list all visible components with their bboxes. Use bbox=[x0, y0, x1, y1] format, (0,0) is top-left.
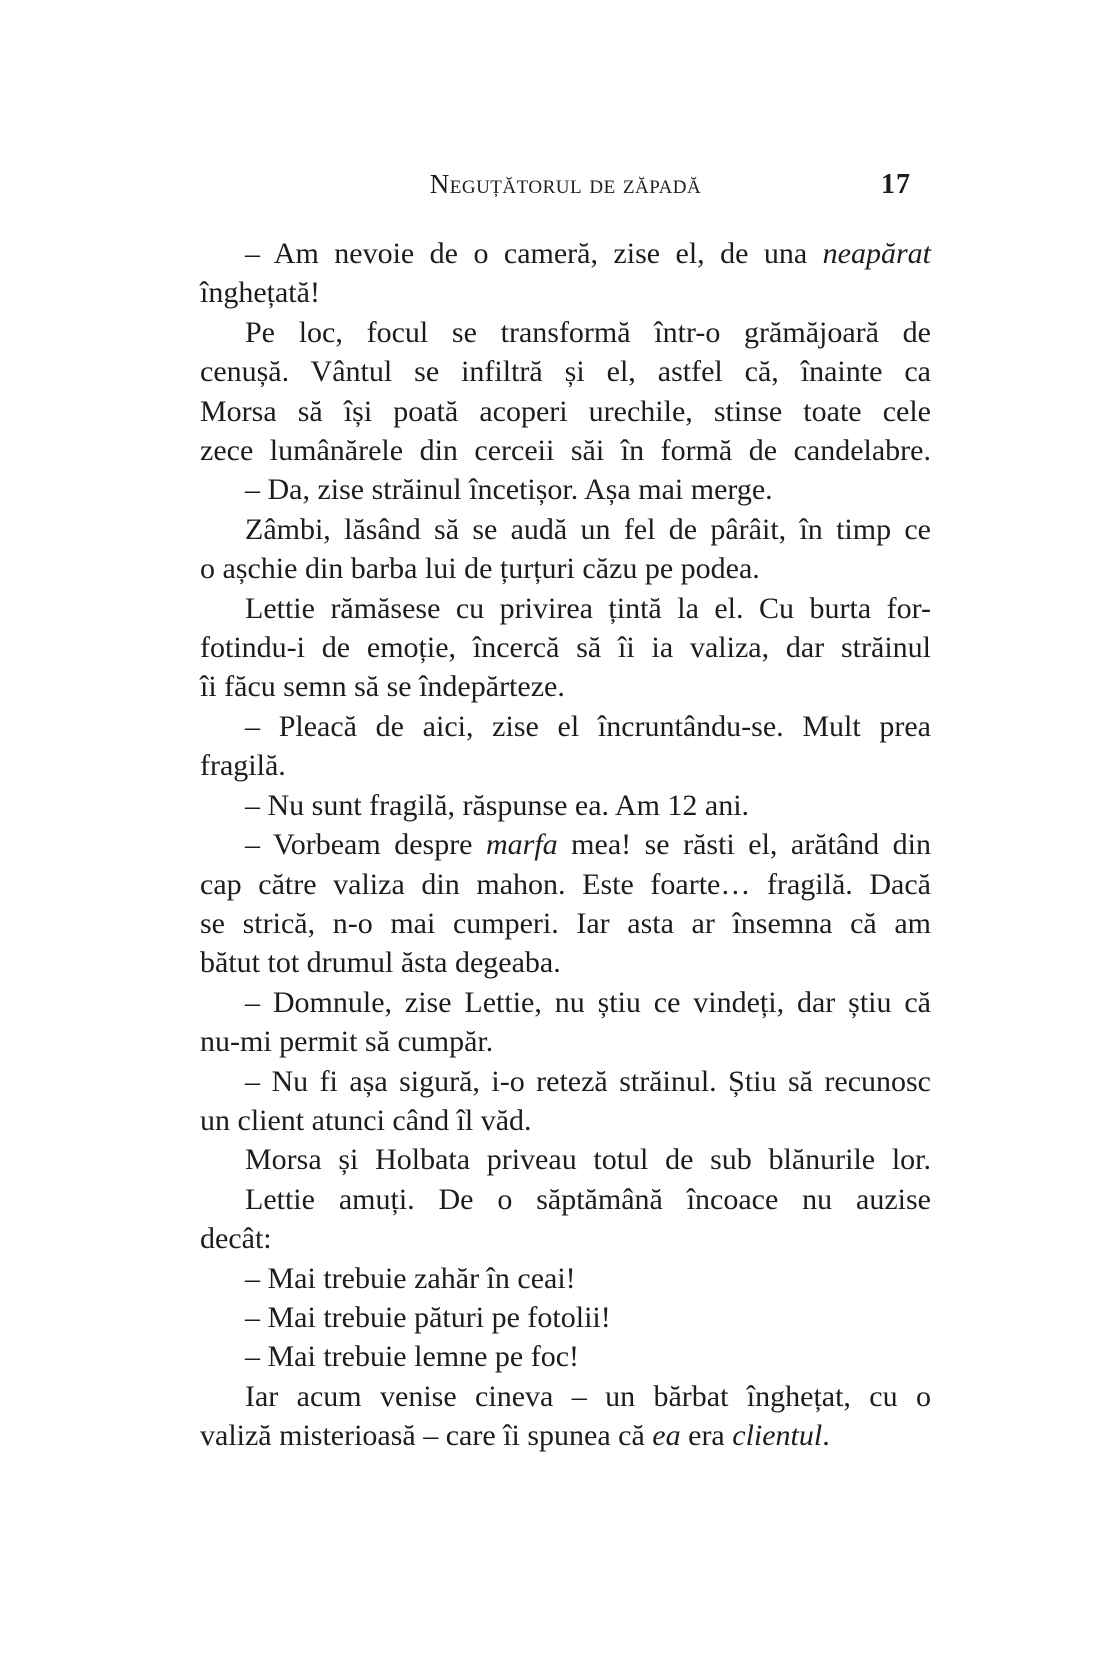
text-line bbox=[200, 1140, 931, 1179]
italic-text-segment: neapărat bbox=[822, 237, 931, 270]
text-segment: – Da, zise străinul încetișor. Așa mai merge. bbox=[245, 473, 773, 507]
text-segment: . bbox=[822, 1419, 830, 1453]
text-segment: Iar acum venise cineva – un bărbat înghețat, cu o bbox=[245, 1379, 931, 1413]
italic-text-segment: clientul bbox=[732, 1419, 823, 1453]
text-segment: – Mai trebuie lemne pe foc! bbox=[245, 1340, 580, 1374]
text-line bbox=[200, 1337, 931, 1376]
text-line bbox=[200, 983, 931, 1022]
text-line bbox=[200, 352, 931, 391]
text-line bbox=[200, 904, 931, 943]
text-segment: se strică, n-o mai cumperi. Iar asta ar însemna că am bbox=[200, 906, 931, 940]
text-segment: Zâmbi, lăsând să se audă un fel de pârâit, în timp ce bbox=[245, 512, 931, 546]
text-segment: Lettie rămăsese cu privirea țintă la el. Cu burta for- bbox=[245, 591, 931, 625]
text-segment: Lettie amuți. De o săptămână încoace nu auzise bbox=[245, 1182, 931, 1216]
text-line bbox=[200, 667, 931, 706]
text-segment: – Mai trebuie zahăr în ceai! bbox=[245, 1261, 576, 1295]
text-segment: – Vorbeam despre bbox=[245, 828, 486, 862]
text-line bbox=[200, 470, 931, 509]
text-segment: era bbox=[680, 1419, 733, 1453]
text-segment: – Mai trebuie pături pe fotolii! bbox=[245, 1300, 611, 1334]
text-line bbox=[200, 1416, 931, 1455]
text-segment: mea! se răsti el, arătând din bbox=[557, 828, 931, 862]
text-segment: – Am nevoie de o cameră, zise el, de una bbox=[245, 237, 823, 270]
text-line bbox=[200, 865, 931, 904]
text-segment: – Nu sunt fragilă, răspunse ea. Am 12 ani. bbox=[245, 788, 750, 822]
text-line bbox=[200, 431, 931, 470]
text-line bbox=[200, 1062, 931, 1101]
text-segment: nu-mi permit să cumpăr. bbox=[200, 1025, 494, 1059]
text-segment: un client atunci când îl văd. bbox=[200, 1103, 532, 1137]
text-segment: Morsa să își poată acoperi urechile, stinse toate cele bbox=[200, 394, 931, 428]
text-segment: decât: bbox=[200, 1222, 272, 1256]
text-line bbox=[200, 825, 931, 864]
text-line bbox=[200, 746, 931, 785]
text-line bbox=[200, 589, 931, 628]
text-segment: cenușă. Vântul se infiltră și el, astfel că, înainte ca bbox=[200, 355, 931, 389]
text-line bbox=[200, 1259, 931, 1298]
page-number: 17 bbox=[881, 169, 911, 200]
text-segment: îi făcu semn să se îndepărteze. bbox=[200, 670, 565, 704]
text-line bbox=[200, 786, 931, 825]
running-head-title: Neguțătorul de zăpadă bbox=[429, 169, 702, 199]
italic-text-segment: ea bbox=[652, 1419, 681, 1453]
text-line bbox=[200, 392, 931, 431]
text-segment: zece lumânărele din cerceii săi în formă de candelabre. bbox=[200, 434, 931, 468]
text-segment: Morsa și Holbata priveau totul de sub blănurile lor. bbox=[245, 1143, 931, 1177]
text-line bbox=[200, 549, 931, 588]
text-segment: – Domnule, zise Lettie, nu știu ce vindeți, dar știu că bbox=[245, 985, 931, 1019]
italic-text-segment: marfa bbox=[486, 828, 558, 862]
text-segment: – Pleacă de aici, zise el încruntându-se. Mult prea bbox=[245, 709, 931, 743]
text-segment: valiză misterioasă – care îi spunea că bbox=[200, 1419, 653, 1453]
text-segment: o așchie din barba lui de țurțuri căzu pe podea. bbox=[200, 552, 760, 586]
text-line bbox=[200, 1377, 931, 1416]
text-segment: fotindu-i de emoție, încercă să îi ia valiza, dar străinul bbox=[200, 631, 931, 665]
text-line bbox=[200, 1180, 931, 1219]
text-line bbox=[200, 628, 931, 667]
text-line bbox=[200, 1101, 931, 1140]
text-segment: Pe loc, focul se transformă într-o grămăjoară de bbox=[245, 315, 931, 349]
text-line bbox=[200, 510, 931, 549]
text-line bbox=[200, 313, 931, 352]
text-segment: fragilă. bbox=[200, 749, 286, 783]
text-line bbox=[200, 707, 931, 746]
text-line bbox=[200, 1298, 931, 1337]
text-line bbox=[200, 943, 931, 982]
text-segment: cap către valiza din mahon. Este foarte… fragilă. Dacă bbox=[200, 867, 931, 901]
text-line bbox=[200, 273, 931, 312]
text-segment: bătut tot drumul ăsta degeaba. bbox=[200, 946, 561, 980]
text-block bbox=[200, 234, 931, 1456]
text-segment: înghețată! bbox=[200, 276, 320, 310]
text-line bbox=[200, 1022, 931, 1061]
text-line bbox=[200, 1219, 931, 1258]
text-line bbox=[200, 234, 931, 273]
text-segment: – Nu fi așa sigură, i-o reteză străinul. Știu să recunosc bbox=[245, 1064, 931, 1098]
page-header bbox=[200, 165, 931, 205]
